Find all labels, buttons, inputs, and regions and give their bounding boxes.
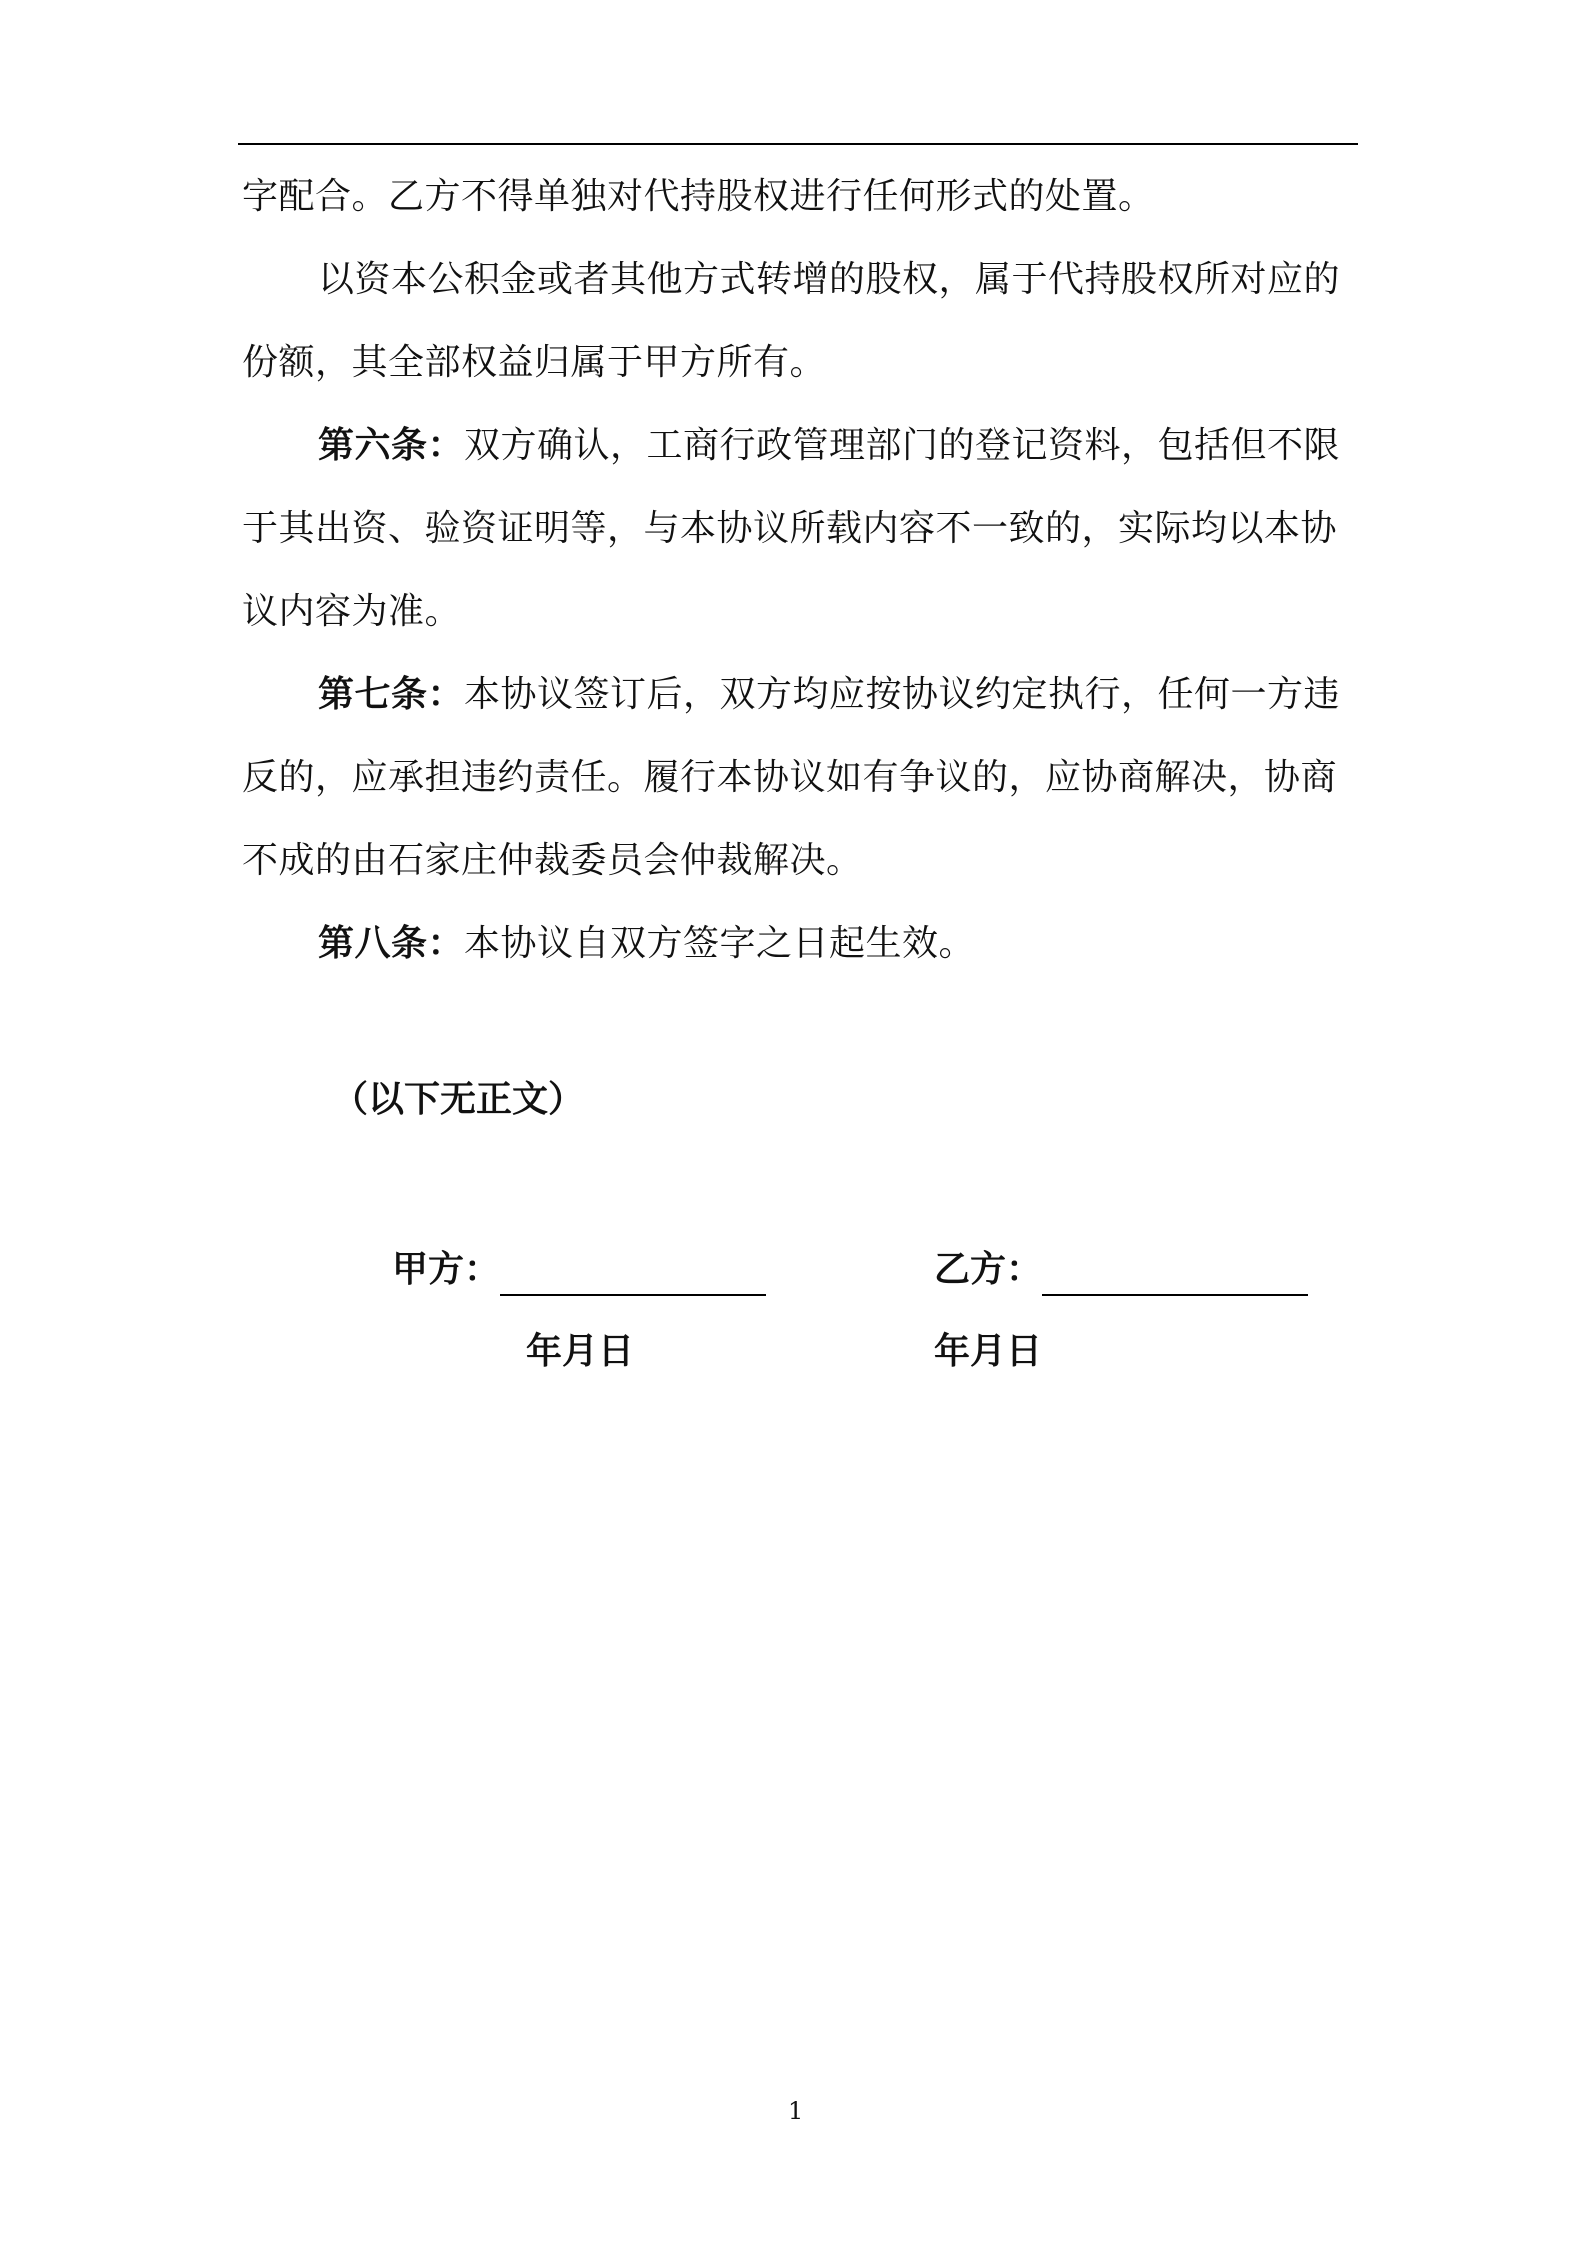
party-a-signature-line [500,1294,766,1296]
page-number: 1 [788,2097,804,2125]
article-8 [242,902,1358,985]
party-a-label: 甲方： [392,1249,501,1290]
article-7-label: 第七条： [318,674,465,715]
article-6-label: 第六条： [318,425,465,466]
article-6 [242,404,1358,653]
document-body [242,155,1358,985]
paragraph-text: 字配合。乙方不得单独对代持股权进行任何形式的处置。 [242,176,1155,217]
paragraph-continuation [242,155,1358,238]
paragraph-capital-reserve [242,238,1358,404]
party-b-signature-line [1042,1294,1308,1296]
paragraph-text: 以资本公积金或者其他方式转增的股权，属于代持股权所对应的份额，其全部权益归属于甲方所有。 [242,259,1341,383]
article-7 [242,653,1358,902]
party-b-label: 乙方： [934,1249,1043,1290]
header-rule [238,143,1358,145]
party-a-date: 年月日 [526,1331,635,1372]
no-more-text-note: （以下无正文） [332,1079,585,1120]
article-8-label: 第八条： [318,923,465,964]
article-6-text: 双方确认，工商行政管理部门的登记资料，包括但不限于其出资、验资证明等，与本协议所载内容不一致的，实际均以本协议内容为准。 [242,425,1341,632]
party-b-date: 年月日 [934,1331,1043,1372]
article-8-text: 本协议自双方签字之日起生效。 [464,923,976,964]
article-7-text: 本协议签订后，双方均应按协议约定执行，任何一方违反的，应承担违约责任。履行本协议如有争议的，应协商解决，协商不成的由石家庄仲裁委员会仲裁解决。 [242,674,1341,881]
